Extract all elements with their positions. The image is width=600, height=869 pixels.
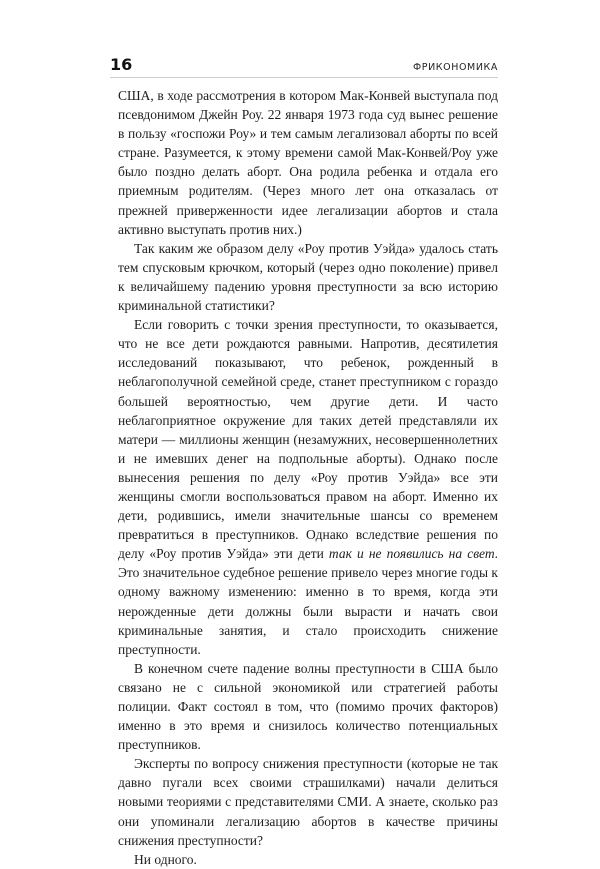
running-title: ФРИКОНОМИКА	[412, 62, 498, 73]
paragraph-text: Если говорить с точки зрения преступности, то оказывается, что не все дети рождаются равными. Напротив, десятилетия исследований показывают, что ребенок, рожденный в неблагополучной семейной среде, станет преступником с гораздо большей вероятностью, чем другие дети. И часто неблагоприятное окружение для таких детей представляли их матери — миллионы женщин (незамужних, несовершеннолетних и не имевших денег на подпольные аборты). Однако после вынесения решения по делу «Роу против Уэйда» все эти женщины смогли воспользоваться правом на аборт. Именно их дети, родившись, имели значительные шансы со временем превратиться в преступников. Однако вследствие решения по делу «Роу против Уэйда» эти дети	[118, 317, 498, 562]
paragraph-text: Так каким же образом делу «Роу против Уэйда» удалось стать тем спусковым крючком, который (через одно поколение) привел к величайшему падению уровня преступности за всю историю криминальной статистики?	[118, 240, 498, 314]
paragraph-text: США, в ходе рассмотрения в котором Мак-Конвей выступала под псевдонимом Джейн Роу. 22 января 1973 года суд вынес решение в пользу «госпожи Роу» и тем самым легализовал аборты по всей стране. Разумеется, к этому времени самой Мак-Конвей/Роу уже было поздно делать аборт. Она родила ребенка и отдала его приемным родителям. (Через много лет она отказалась от прежней приверженности идее легализации абортов и стала активно выступать против них.)	[118, 88, 498, 237]
paragraph-continuation	[118, 86, 498, 239]
body-text	[118, 86, 498, 869]
paragraph	[118, 315, 498, 659]
paragraph	[118, 754, 498, 849]
paragraph-text: . Это значительное судебное решение привело через многие годы к одному важному изменению: именно в то время, когда эти нерожденные дети должны были вырасти и начать свои криминальные занятия, и стало происходить снижение преступности.	[118, 546, 498, 657]
paragraph-text: Ни одного.	[134, 851, 197, 867]
paragraph-text: В конечном счете падение волны преступности в США было связано не с сильной экономикой или стратегией работы полиции. Факт состоял в том, что (помимо прочих факторов) именно в это время и снизилось количество потенциальных преступников.	[118, 660, 498, 753]
paragraph	[118, 239, 498, 315]
page-number: 16	[110, 55, 133, 74]
page-header	[110, 55, 498, 78]
paragraph-text: Эксперты по вопросу снижения преступности (которые не так давно пугали всех своими страшилками) начали делиться новыми теориями с представителями СМИ. А знаете, сколько раз они упоминали легализацию абортов в качестве причины снижения преступности?	[118, 756, 498, 848]
emphasis-text: так и не появились на свет	[328, 546, 495, 562]
paragraph	[118, 850, 498, 869]
paragraph	[118, 659, 498, 754]
